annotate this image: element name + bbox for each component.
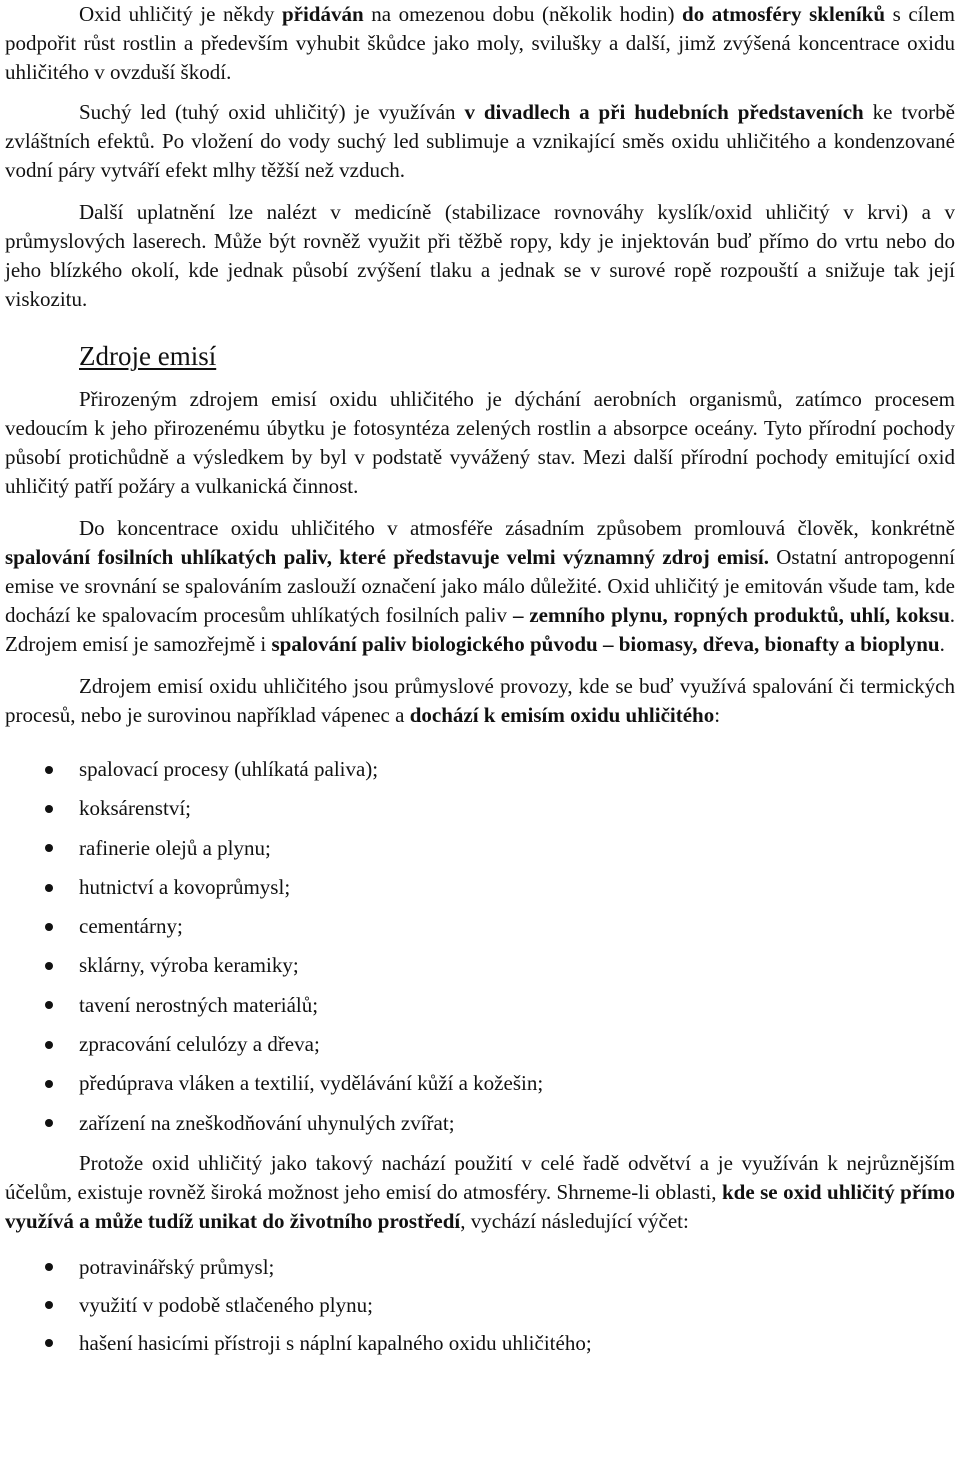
list-item: hutnictví a kovoprůmysl;: [5, 868, 955, 907]
paragraph-medicine-lasers: Další uplatnění lze nalézt v medicíně (stabilizace rovnováhy kyslík/oxid uhličitý v krvi) a v průmyslových laserech. Může být rovněž využit při těžbě ropy, kdy je injektován buď přímo do vrtu nebo do jeho blízkého okolí, kde jednak působí zvýšení tlaku a jednak se v surové ropě rozpouští a snižuje tak její viskozitu.: [5, 200, 955, 311]
list-item: zařízení na zneškodňování uhynulých zvířat;: [5, 1104, 955, 1143]
bullet-icon: [45, 884, 53, 892]
direct-use-list: [5, 1248, 955, 1362]
list-item: zpracování celulózy a dřeva;: [5, 1025, 955, 1064]
bullet-icon: [45, 1119, 53, 1127]
industrial-sources-list: [5, 750, 955, 1143]
bullet-icon: [45, 766, 53, 774]
bullet-icon: [45, 1080, 53, 1088]
list-item: koksárenství;: [5, 789, 955, 828]
bullet-icon: [45, 1301, 53, 1309]
paragraph-greenhouse: Oxid uhličitý je někdy přidáván na omezenou dobu (několik hodin) do atmosféry skleníků s cílem podpořit růst rostlin a především vyhubit škůdce jako moly, svilušky a další, jimž zvýšená koncentrace oxidu uhličitého v ovzduší škodí.: [5, 2, 955, 84]
list-item: rafinerie olejů a plynu;: [5, 829, 955, 868]
paragraph-natural-sources: Přirozeným zdrojem emisí oxidu uhličitého je dýchání aerobních organismů, zatímco procesem vedoucím k jeho přirozenému úbytku je fotosyntéza zelených rostlin a absorpce oceány. Tyto přírodní pochody působí protichůdně a výsledkem by byl v podstatě vyvážený stav. Mezi další přírodní pochody emitující oxid uhličitý patří požáry a vulkanická činnost.: [5, 387, 955, 498]
paragraph-dry-ice: Suchý led (tuhý oxid uhličitý) je využíván v divadlech a při hudebních představeních ke tvorbě zvláštních efektů. Po vložení do vody suchý led sublimuje a vznikající směs oxidu uhličitého a kondenzované vodní páry vytváří efekt mlhy těžší než vzduch.: [5, 100, 955, 182]
bullet-icon: [45, 1001, 53, 1009]
list-item: předúprava vláken a textilií, vydělávání kůží a kožešin;: [5, 1064, 955, 1103]
bullet-icon: [45, 1339, 53, 1347]
list-item: hašení hasicími přístroji s náplní kapalného oxidu uhličitého;: [5, 1324, 955, 1362]
paragraph-human-sources: Do koncentrace oxidu uhličitého v atmosféře zásadním způsobem promlouvá člověk, konkrétně spalování fosilních uhlíkatých paliv, které představuje velmi významný zdroj emisí. Ostatní antropogenní emise ve srovnání se spalováním zaslouží označení jako málo důležité. Oxid uhličitý je emitován všude tam, kde dochází ke spalovacím procesům uhlíkatých fosilních paliv – zemního plynu, ropných produktů, uhlí, koksu. Zdrojem emisí je samozřejmě i spalování paliv biologického původu – biomasy, dřeva, bionafty a bioplynu.: [5, 516, 955, 656]
list-item: potravinářský průmysl;: [5, 1248, 955, 1286]
paragraph-industrial-sources: Zdrojem emisí oxidu uhličitého jsou průmyslové provozy, kde se buď využívá spalování či termických procesů, nebo je surovinou například vápenec a dochází k emisím oxidu uhličitého:: [5, 674, 955, 727]
section-heading: Zdroje emisí: [79, 341, 217, 371]
bullet-icon: [45, 844, 53, 852]
bullet-icon: [45, 1263, 53, 1271]
bullet-icon: [45, 923, 53, 931]
bullet-icon: [45, 962, 53, 970]
list-item: sklárny, výroba keramiky;: [5, 946, 955, 985]
list-item: využití v podobě stlačeného plynu;: [5, 1286, 955, 1324]
list-item: cementárny;: [5, 907, 955, 946]
paragraph-direct-use: Protože oxid uhličitý jako takový nachází použití v celé řadě odvětví a je využíván k nejrůznějším účelům, existuje rovněž široká možnost jeho emisí do atmosféry. Shrneme-li oblasti, kde se oxid uhličitý přímo využívá a může tudíž unikat do životního prostředí, vychází následující výčet:: [5, 1150, 955, 1233]
bullet-icon: [45, 1041, 53, 1049]
list-item: spalovací procesy (uhlíkatá paliva);: [5, 750, 955, 789]
bullet-icon: [45, 805, 53, 813]
list-item: tavení nerostných materiálů;: [5, 986, 955, 1025]
